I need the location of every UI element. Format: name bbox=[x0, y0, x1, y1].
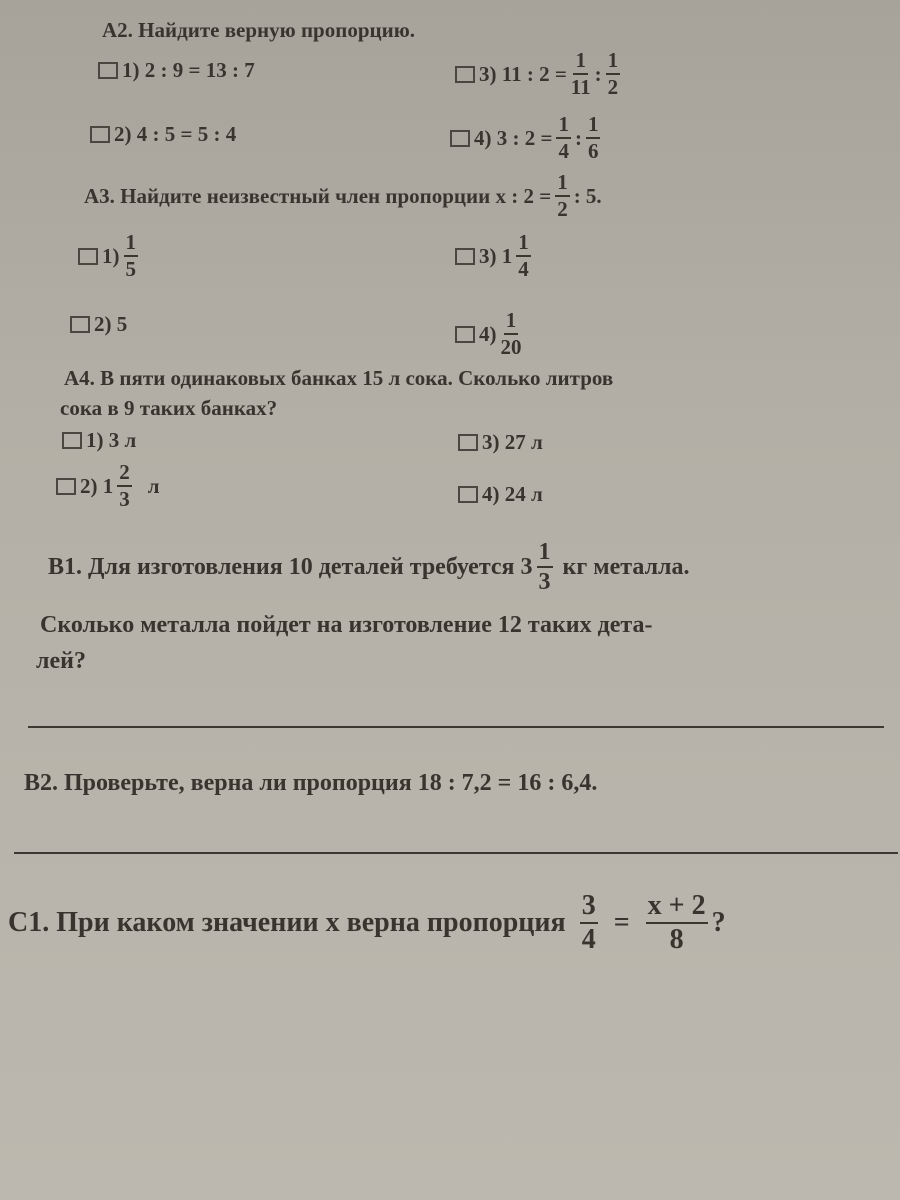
question-b2-text: Проверьте, верна ли пропорция 18 : 7,2 = 16 : 6,4. bbox=[64, 770, 598, 796]
question-a4 bbox=[64, 366, 613, 391]
checkbox[interactable] bbox=[455, 248, 475, 265]
question-a4-line2: сока в 9 таких банках? bbox=[60, 396, 278, 420]
checkbox[interactable] bbox=[450, 130, 470, 147]
fraction: $\frac{1}{2}$ bbox=[607, 48, 619, 99]
a4-option-3[interactable]: 3) 27 л bbox=[458, 430, 543, 455]
fraction: $\frac{1}{6}$ bbox=[587, 112, 599, 163]
question-a3-text: Найдите неизвестный член пропорции x : 2 = bbox=[120, 183, 552, 208]
question-c1-label: С1. bbox=[8, 907, 50, 938]
a4-option-1[interactable]: 1) 3 л bbox=[62, 428, 136, 453]
question-c1-text: При каком значении x верна пропорция bbox=[56, 907, 566, 938]
question-b1: В1. Для изготовления 10 деталей требуется 3 $\frac{1}{3}$ кг металла. bbox=[48, 539, 690, 595]
checkbox[interactable] bbox=[70, 316, 90, 333]
checkbox[interactable] bbox=[455, 66, 475, 83]
a3-option-3[interactable]: 3) 1 $\frac{1}{4}$ bbox=[455, 232, 535, 280]
checkbox[interactable] bbox=[90, 126, 110, 143]
question-b1-line2: Сколько металла пойдет на изготовление 12 таких дета- bbox=[40, 612, 653, 638]
question-a3-label: А3. bbox=[84, 183, 115, 208]
a4-option-4[interactable]: 4) 24 л bbox=[458, 482, 543, 507]
question-a2 bbox=[102, 18, 415, 43]
checkbox[interactable] bbox=[455, 326, 475, 343]
question-b1-line3: лей? bbox=[36, 648, 86, 674]
checkbox[interactable] bbox=[78, 248, 98, 265]
fraction: $\frac{1}{5}$ bbox=[125, 230, 136, 281]
a4-option-2[interactable]: 2) 1 $\frac{2}{3}$ л bbox=[56, 462, 160, 510]
fraction: $\frac{1}{4}$ bbox=[518, 230, 529, 281]
a3-option-1[interactable]: 1) $\frac{1}{5}$ bbox=[78, 232, 142, 280]
checkbox[interactable] bbox=[56, 478, 76, 495]
checkbox[interactable] bbox=[458, 434, 478, 451]
question-b2 bbox=[24, 770, 597, 797]
a2-option-1[interactable]: 1) 2 : 9 = 13 : 7 bbox=[98, 58, 255, 83]
fraction: $\frac{2}{3}$ bbox=[119, 460, 130, 511]
a2-option-4[interactable]: 4) 3 : 2 = $\frac{1}{4}$ : $\frac{1}{6}$ bbox=[450, 114, 604, 162]
a2-option-3[interactable]: 3) 11 : 2 = $\frac{1}{11}$ : $\frac{1}{2}$ bbox=[455, 50, 624, 98]
answer-line-b1[interactable] bbox=[28, 726, 884, 728]
question-a2-label: А2. bbox=[102, 18, 133, 42]
a2-option-2[interactable]: 2) 4 : 5 = 5 : 4 bbox=[90, 122, 236, 147]
fraction: $\frac{1}{20}$ bbox=[500, 308, 522, 359]
question-a2-text: Найдите верную пропорцию. bbox=[138, 18, 416, 42]
fraction: $\frac{1}{4}$ bbox=[558, 112, 569, 163]
fraction: $\frac{3}{4}$ bbox=[581, 890, 596, 955]
question-b1-label: В1. bbox=[48, 553, 83, 580]
question-a3: А3. Найдите неизвестный член пропорции x : 2 = $\frac{1}{2}$ : 5. bbox=[84, 170, 602, 221]
fraction: $\frac{x + 2}{8}$ bbox=[647, 890, 706, 955]
fraction: $\frac{1}{11}$ bbox=[570, 48, 591, 99]
a3-option-2[interactable]: 2) 5 bbox=[70, 312, 127, 337]
fraction: $\frac{1}{2}$ bbox=[557, 170, 568, 221]
question-a4-line1: В пяти одинаковых банках 15 л сока. Сколько литров bbox=[100, 366, 614, 390]
question-b2-label: В2. bbox=[24, 770, 59, 796]
a3-option-4[interactable]: 4) $\frac{1}{20}$ bbox=[455, 310, 526, 358]
checkbox[interactable] bbox=[98, 62, 118, 79]
checkbox[interactable] bbox=[458, 486, 478, 503]
answer-line-b2[interactable] bbox=[14, 852, 898, 854]
fraction: $\frac{1}{3}$ bbox=[538, 539, 551, 595]
checkbox[interactable] bbox=[62, 432, 82, 449]
question-c1: С1. При каком значении x верна пропорция $\frac{3}{4}$ = $\frac{x + 2}{8}$ ? bbox=[8, 890, 726, 955]
question-a4-label: А4. bbox=[64, 366, 95, 390]
